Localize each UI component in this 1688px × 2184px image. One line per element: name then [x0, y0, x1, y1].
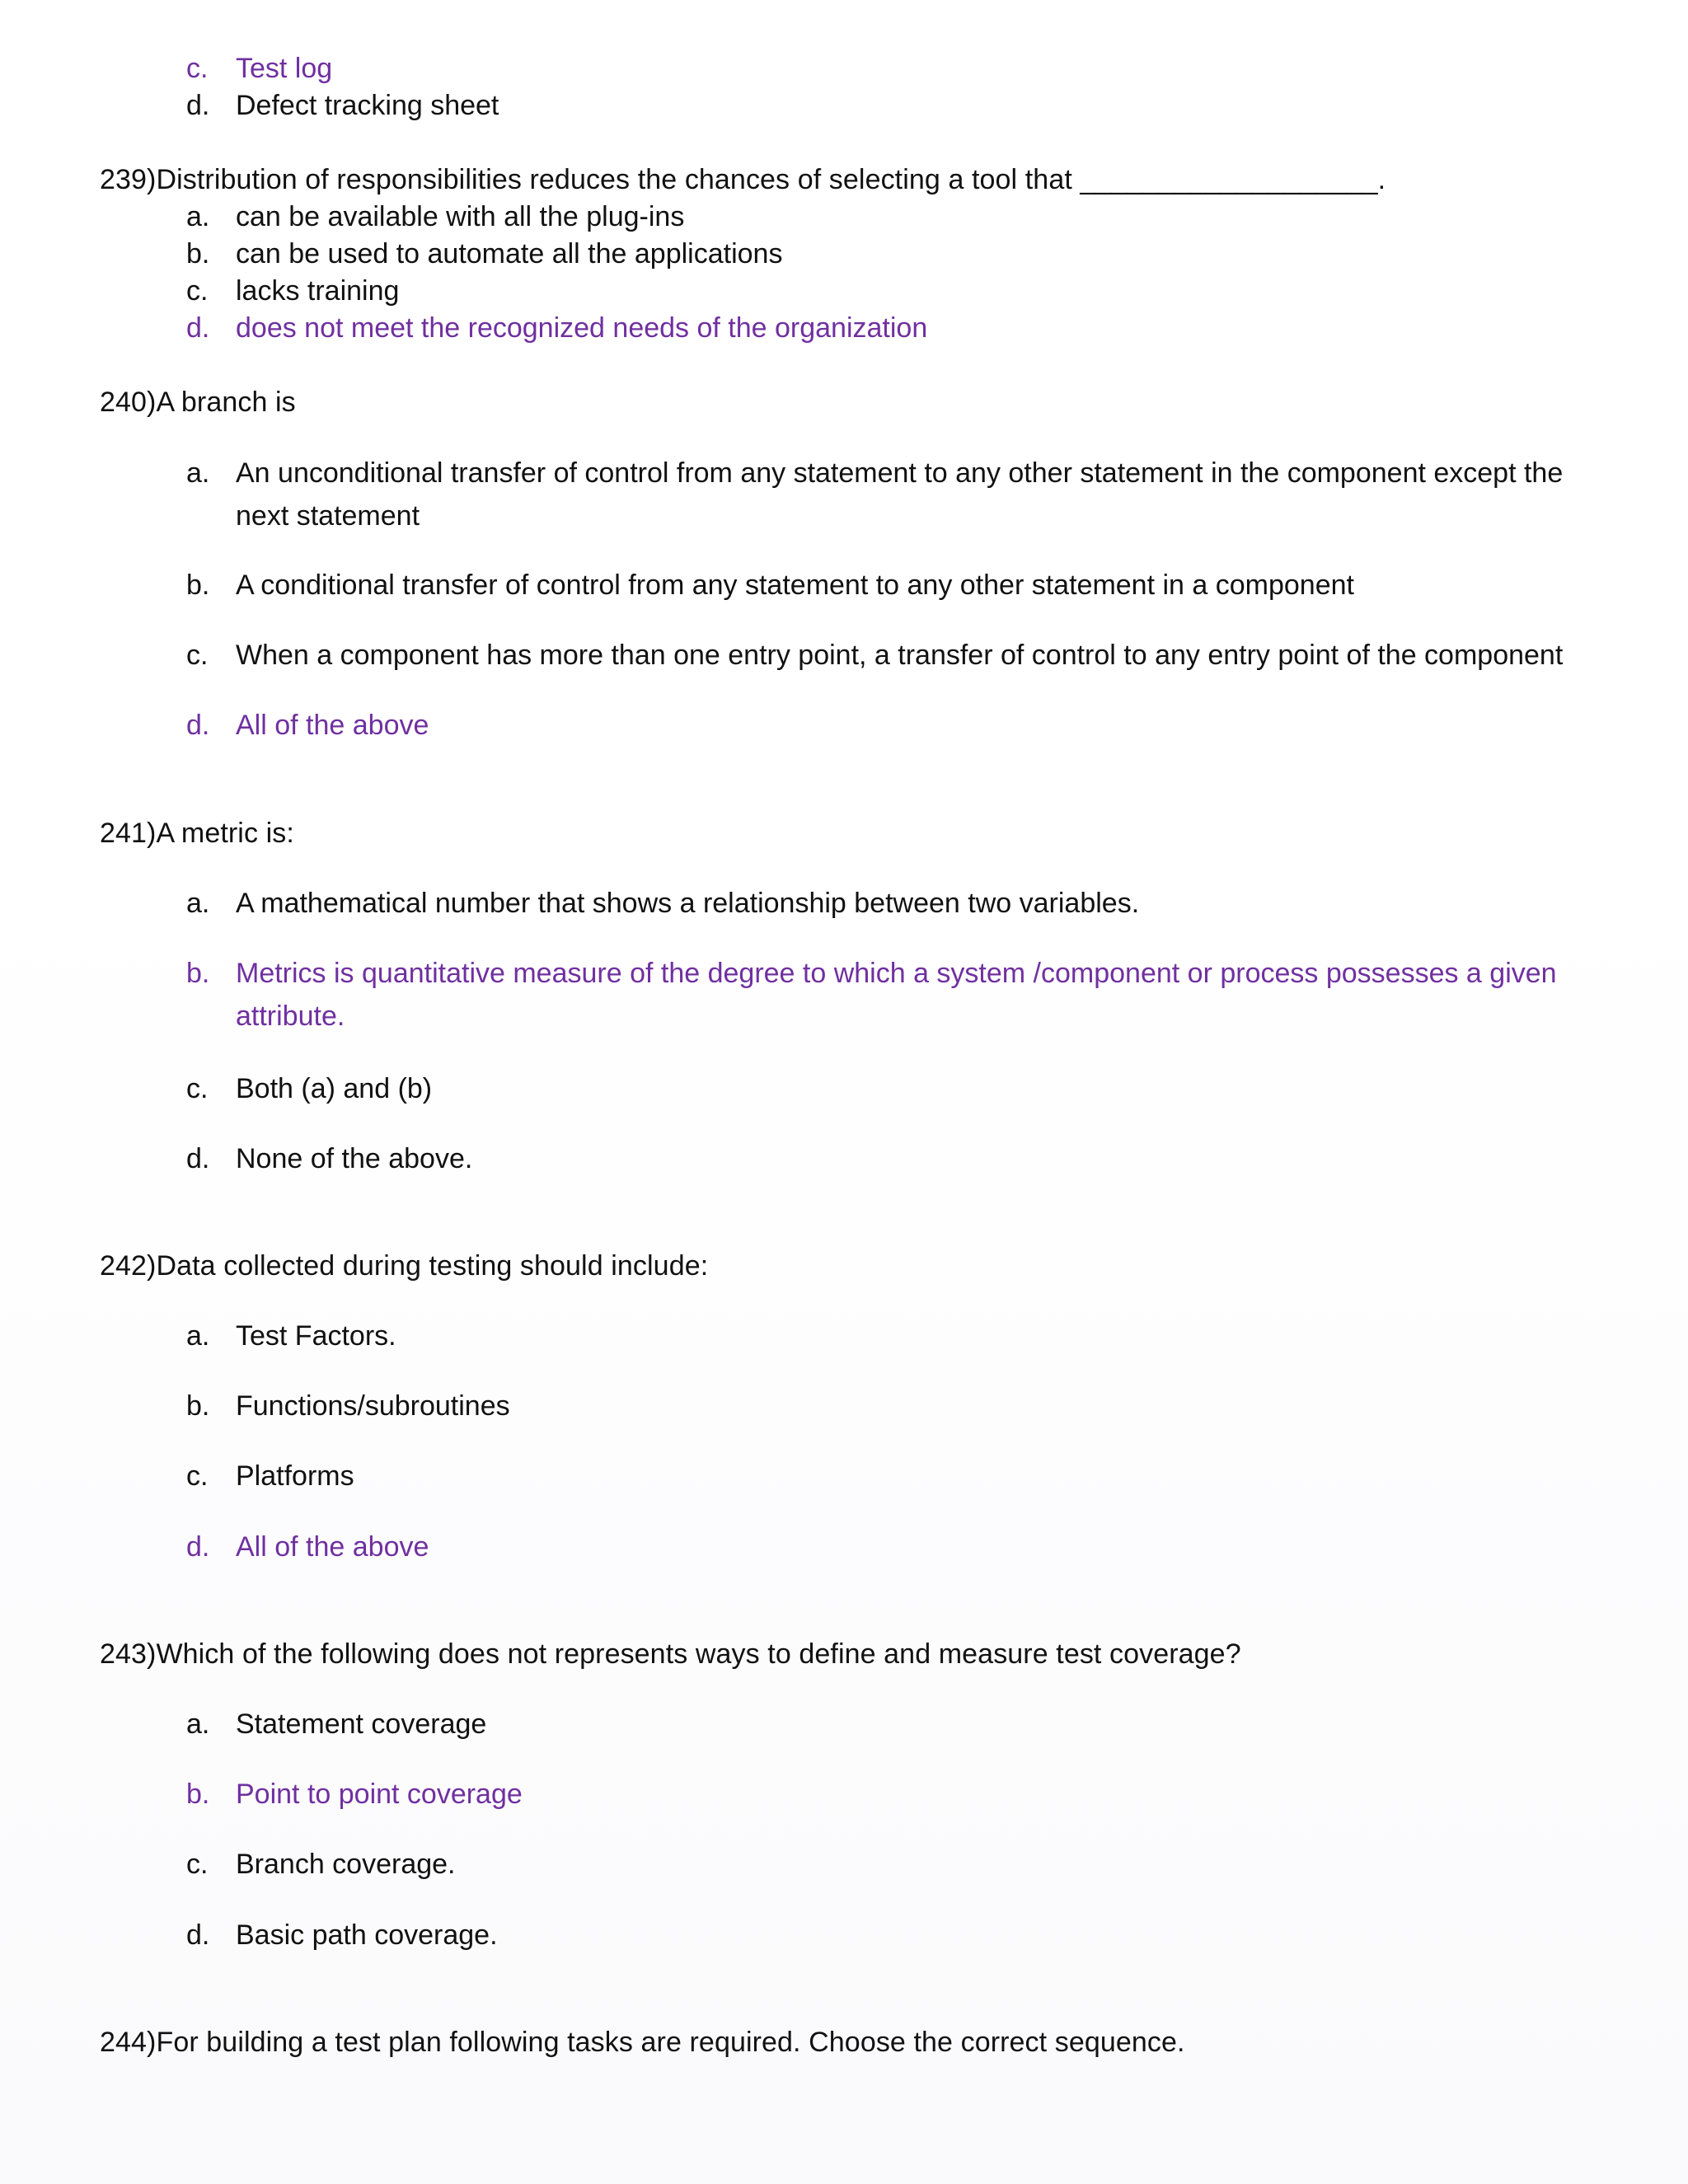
question-241: 241)A metric is: [100, 818, 294, 849]
q240-option-d-text: All of the above [236, 710, 429, 741]
carry-over-option-c-text: Test log [236, 53, 333, 84]
question-242: 242)Data collected during testing should include: [100, 1250, 709, 1282]
q243-option-a-text: Statement coverage [236, 1708, 487, 1740]
q242-option-b-letter: b. [186, 1390, 210, 1422]
question-244: 244)For building a test plan following tasks are required. Choose the correct sequence. [100, 2027, 1185, 2058]
q239-option-b-text: can be used to automate all the applications [236, 238, 783, 269]
q242-option-a-text: Test Factors. [236, 1320, 396, 1352]
q241-option-c-text: Both (a) and (b) [236, 1073, 433, 1104]
q242-option-c-text: Platforms [236, 1460, 354, 1492]
q240-option-b-letter: b. [186, 569, 210, 601]
question-240: 240)A branch is [100, 387, 296, 418]
q241-option-b-letter: b. [186, 958, 210, 989]
q242-option-b-text: Functions/subroutines [236, 1390, 510, 1422]
q243-option-b-text: Point to point coverage [236, 1779, 523, 1810]
q242-option-a-letter: a. [186, 1320, 210, 1352]
q240-option-a-text: An unconditional transfer of control from any statement to any other statement in the component except the next statement [236, 457, 1564, 532]
q243-option-c-text: Branch coverage. [236, 1849, 456, 1880]
q239-option-d-letter: d. [186, 312, 210, 344]
q243-option-d-letter: d. [186, 1919, 210, 1951]
q240-option-c-text: When a component has more than one entry point, a transfer of control to any entry point of the component [236, 640, 1564, 671]
q242-option-d-text: All of the above [236, 1531, 429, 1563]
q243-option-b-letter: b. [186, 1779, 210, 1810]
q241-option-a-text: A mathematical number that shows a relationship between two variables. [236, 888, 1140, 919]
q242-option-d-letter: d. [186, 1531, 210, 1563]
q240-option-b-text: A conditional transfer of control from any statement to any other statement in a component [236, 569, 1354, 601]
q242-option-c-letter: c. [186, 1460, 209, 1492]
q243-option-d-text: Basic path coverage. [236, 1919, 498, 1951]
q240-option-a-letter: a. [186, 457, 210, 489]
q239-option-c-letter: c. [186, 275, 209, 307]
q241-option-a-letter: a. [186, 888, 210, 919]
q243-option-c-letter: c. [186, 1849, 209, 1880]
question-243: 243)Which of the following does not represents ways to define and measure test coverage? [100, 1638, 1241, 1670]
carry-over-option-d-text: Defect tracking sheet [236, 90, 499, 121]
q241-option-d-letter: d. [186, 1143, 210, 1174]
question-239: 239)Distribution of responsibilities reduces the chances of selecting a tool that ___________________. [100, 164, 1386, 195]
q239-option-a-letter: a. [186, 201, 210, 232]
q243-option-a-letter: a. [186, 1708, 210, 1740]
q239-option-b-letter: b. [186, 238, 210, 269]
carry-over-option-d-letter: d. [186, 90, 210, 121]
q241-option-d-text: None of the above. [236, 1143, 473, 1174]
q240-option-d-letter: d. [186, 710, 210, 741]
q239-option-d-text: does not meet the recognized needs of the organization [236, 312, 928, 344]
q241-option-c-letter: c. [186, 1073, 209, 1104]
q239-option-a-text: can be available with all the plug-ins [236, 201, 685, 232]
carry-over-option-c-letter: c. [186, 53, 209, 84]
q240-option-c-letter: c. [186, 640, 209, 671]
q239-option-c-text: lacks training [236, 275, 400, 307]
q241-option-b-text: Metrics is quantitative measure of the degree to which a system /component or process possesses a given attribute. [236, 958, 1557, 1032]
